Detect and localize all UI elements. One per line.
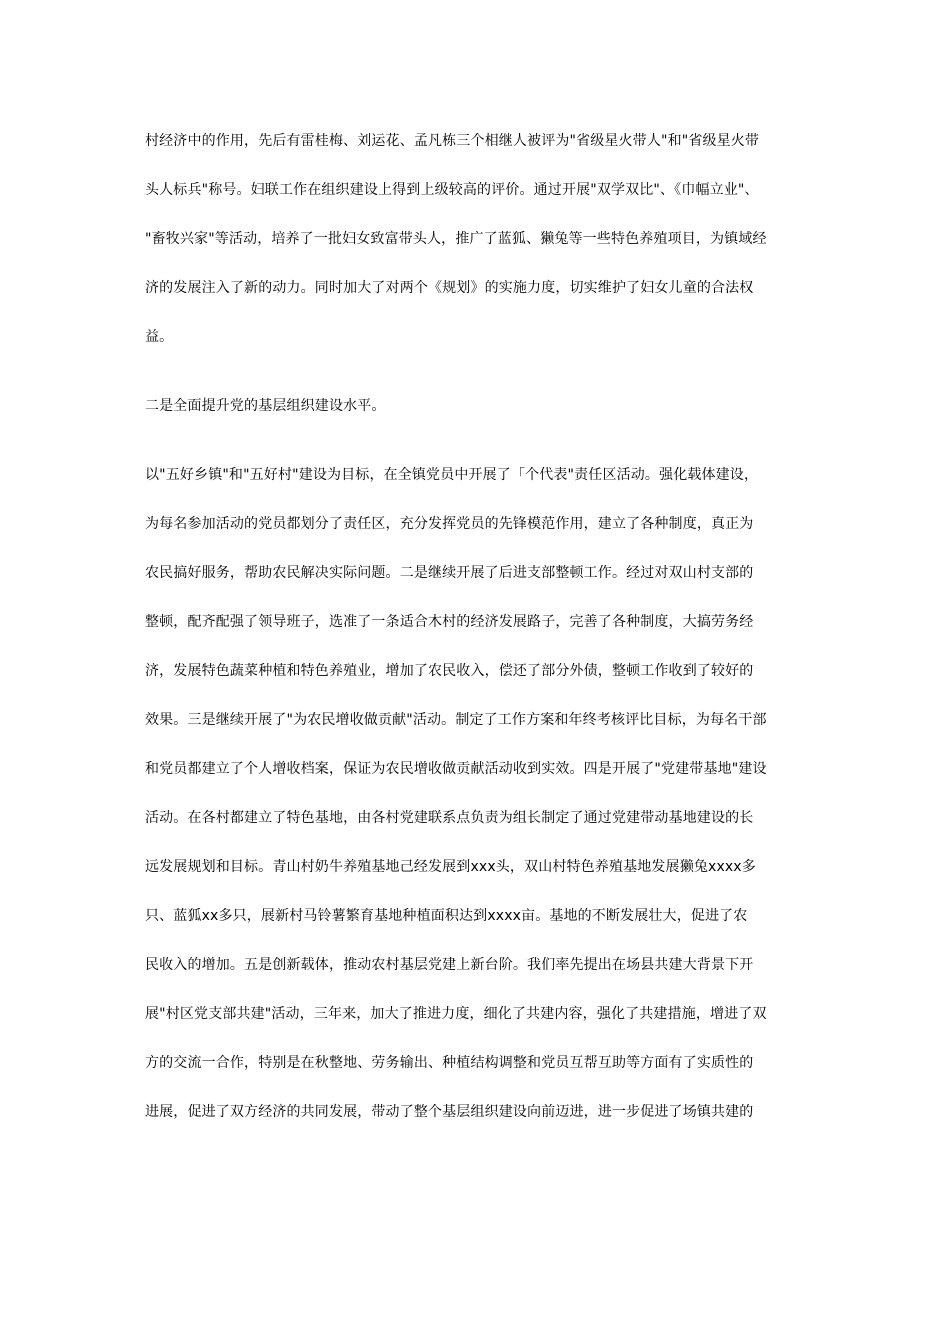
- text-line: 农民搞好服务，帮助农民解决实际问题。二是继续开展了后进支部整顿工作。经过对双山村支部的: [145, 565, 754, 581]
- text-line: 民收入的增加。五是创新载体，推动农村基层党建上新台阶。我们率先提出在场县共建大背景下开: [145, 957, 754, 973]
- text-line: 效果。三是继续开展了"为农民增收做贡献"活动。制定了工作方案和年终考核评比目标，为每名干部: [145, 712, 767, 728]
- text-line: 展"村区党支部共建"活动，三年来，加大了推进力度，细化了共建内容，强化了共建措施，增进了双: [145, 1006, 767, 1022]
- text-line: "畜牧兴家"等活动，培养了一批妇女致富带头人，推广了蓝狐、獭兔等一些特色养殖项目，为镇域经: [145, 231, 767, 247]
- text-line: 济的发展注入了新的动力。同时加大了对两个《规划》的实施力度，切实维护了妇女儿童的合法权: [145, 280, 754, 296]
- text-line: 以"五好乡镇"和"五好村"建设为目标，在全镇党员中开展了「个代表"责任区活动。强化载体建设，: [145, 467, 759, 483]
- text-line: 方的交流一合作，特别是在秋整地、劳务输出、种植结构调整和党员互帮互助等方面有了实质性的: [145, 1055, 754, 1071]
- text-line: 和党员都建立了个人增收档案，保证为农民增收做贡献活动收到实效。四是开展了"党建带基地"建设: [145, 761, 767, 777]
- text-line: 济，发展特色蔬菜种植和特色养殖业，增加了农民收入，偿还了部分外债，整顿工作收到了较好的: [145, 663, 754, 679]
- section-heading: 二是全面提升党的基层组织建设水平。: [145, 398, 386, 414]
- text-line: 整顿，配齐配强了领导班子，选准了一条适合木村的经济发展路子，完善了各种制度，大搞劳务经: [145, 614, 754, 630]
- text-line: 远发展规划和目标。青山村奶牛养殖基地己经发展到xxx头，双山村特色养殖基地发展獭兔xxxx多: [145, 859, 756, 875]
- text-line: 为每名参加活动的党员都划分了责任区，充分发挥党员的先锋模范作用，建立了各种制度，真正为: [145, 516, 754, 532]
- text-line: 头人标兵"称号。妇联工作在组织建设上得到上级较高的评价。通过开展"双学双比"、《巾幅立业"、: [145, 182, 759, 198]
- text-line: 活动。在各村都建立了特色基地，由各村党建联系点负责为组长制定了通过党建带动基地建设的长: [145, 810, 754, 826]
- text-line: 益。: [145, 329, 174, 345]
- text-line: 只、蓝狐xx多只，展新村马铃薯繁育基地种植面积达到xxxx亩。基地的不断发展壮大，促进了农: [145, 908, 748, 924]
- text-line: 进展，促进了双方经济的共同发展，带动了整个基层组织建设向前迈进，进一步促进了场镇共建的: [145, 1104, 754, 1120]
- text-line: 村经济中的作用，先后有雷桂梅、刘运花、孟凡栋三个相继人被评为"省级星火带人"和"省级星火带: [145, 133, 760, 149]
